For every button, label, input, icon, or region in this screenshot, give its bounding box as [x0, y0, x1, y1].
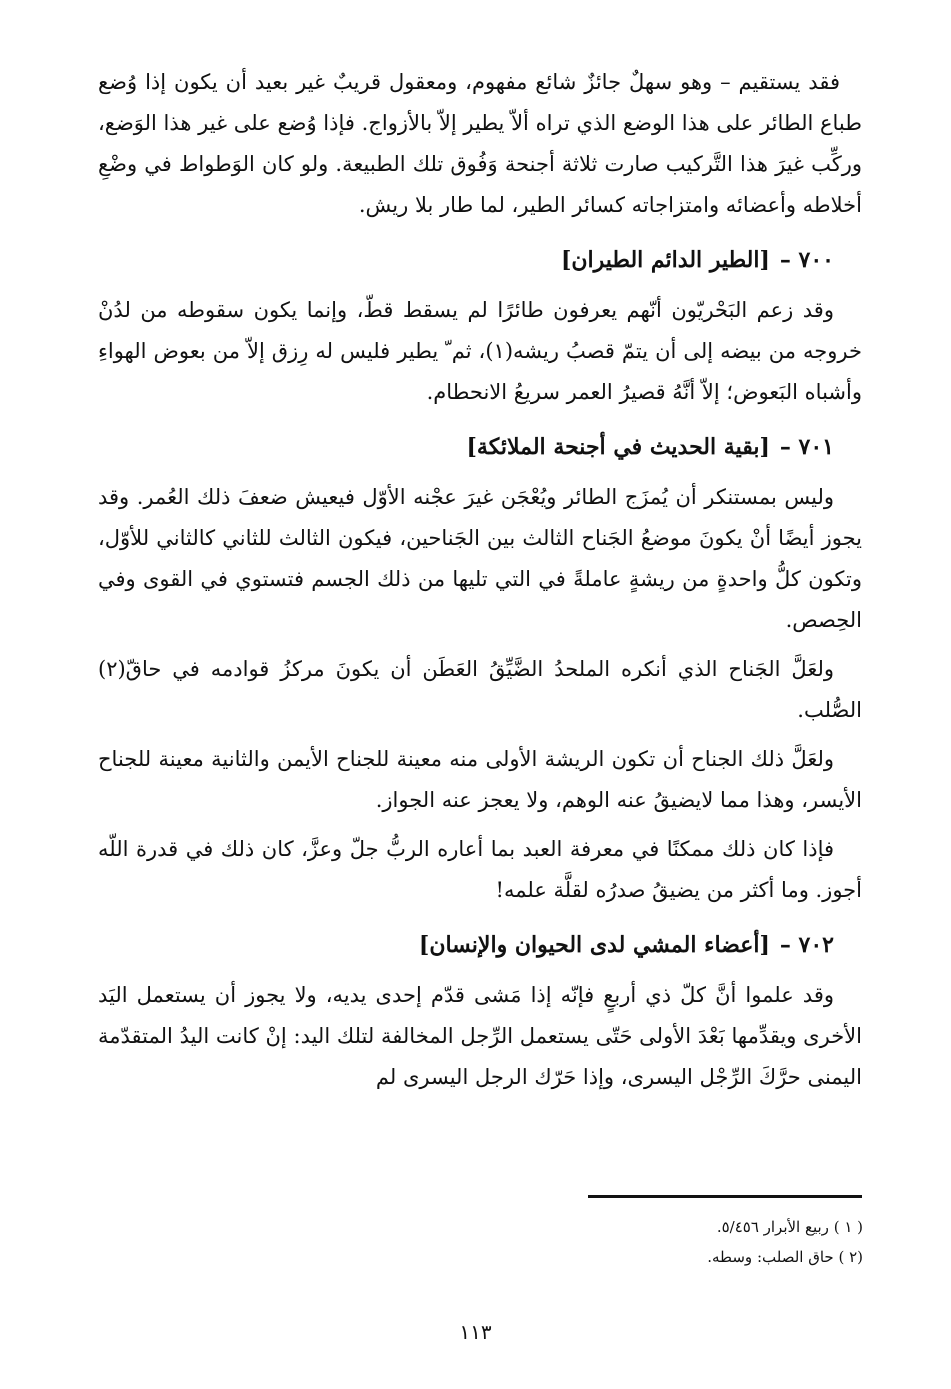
section-number-700: ٧٠٠ – [779, 247, 834, 273]
section-title-702: [أعضاء المشي لدى الحيوان والإنسان] [418, 932, 770, 958]
section-number-701: ٧٠١ – [779, 434, 834, 460]
section-number-702: ٧٠٢ – [779, 932, 834, 958]
footnotes [363, 1212, 863, 1272]
footnote-1: ( ١ ) ربيع الأبرار ٥/٤٥٦. [716, 1218, 863, 1236]
section-title-701: [بقية الحديث في أجنحة الملائكة] [466, 434, 770, 460]
paragraph-3: وليس بمستنكر أن يُمزَج الطائر ويُعْجَن غيرَ عجْنه الأوّل فيعيش ضعفَ ذلك العُمر. وقد يجوز أيضًا أنْ يكونَ موضعُ الجَناح الثالث بين الجَناحين، فيكون الثالث للثاني كالثاني للأوّل، وتكون كلُّ واحدةٍ من ريشةٍ عاملةً في التي تليها من ذلك الجسم فتستوي في القوى وفي الحِصص. [98, 485, 862, 632]
section-heading-701 [98, 427, 862, 467]
footnote-divider [588, 1195, 862, 1198]
page-number: ١١٣ [459, 1320, 492, 1344]
paragraph-1: فقد يستقيم – وهو سهلٌ جائزٌ شائع مفهوم، ومعقول قريبٌ غير بعيد أن يكون إذا وُضع طباع الطائر على هذا الوضع الذي تراه ألاّ يطير إلاّ بالأزواج. فإذا وُضع على غير هذا الوَضع، وركِّب غيرَ هذا التَّركيب صارت ثلاثة أجنحة وَفُوق تلك الطبيعة. ولو كان الوَطواط في وضْعِ أخلاطه وأعضائه وامتزاجاته كسائر الطير، لما طار بلا ريش. [98, 70, 862, 217]
section-heading-700 [98, 240, 862, 280]
paragraph-4: ولعَلَّ الجَناح الذي أنكره الملحدُ الضَّيِّقُ العَطَن أن يكونَ مركزُ قوادمه في حاقّ(٢) الصُّلب. [98, 657, 862, 722]
section-title-700: [الطير الدائم الطيران] [560, 247, 770, 273]
section-heading-702 [98, 925, 862, 965]
page-body [98, 62, 862, 1106]
paragraph-5: ولعَلَّ ذلك الجناح أن تكون الريشة الأولى منه معينة للجناح الأيمن والثانية معينة للجناح الأيسر، وهذا مما لايضيقُ عنه الوهم، ولا يعجز عنه الجواز. [98, 747, 862, 812]
footnote-2: (٢ ) حاق الصلب: وسطه. [707, 1248, 863, 1266]
paragraph-7: وقد علموا أنَّ كلّ ذي أربعٍ فإنّه إذا مَشى قدّم إحدى يديه، ولا يجوز أن يستعمل اليَد الأخرى ويقدِّمها بَعْدَ الأولى حَتّى يستعمل الرِّجل المخالفة لتلك اليد: إنْ كانت اليدُ المتقدّمة اليمنى حرَّكَ الرِّجْل اليسرى، وإذا حَرّك الرجل اليسرى لم [98, 983, 862, 1089]
paragraph-2: وقد زعم البَحْريّون أنّهم يعرفون طائرًا لم يسقط قطّ، وإنما يكون سقوطه من لدُنْ خروجه من بيضه إلى أن يتمّ قصبُ ريشه(١)، ثم ّ يطير فليس له رِزق إلاّ من بعوض الهواءِ وأشباه البَعوض؛ إلاّ أنَّهُ قصيرُ العمر سريعُ الانحطام. [98, 298, 862, 404]
paragraph-6: فإذا كان ذلك ممكنًا في معرفة العبد بما أعاره الربُّ جلّ وعزَّ، كان ذلك في قدرة اللّه أجوز. وما أكثر من يضيقُ صدرُه لقلَّة علمه! [98, 837, 862, 902]
